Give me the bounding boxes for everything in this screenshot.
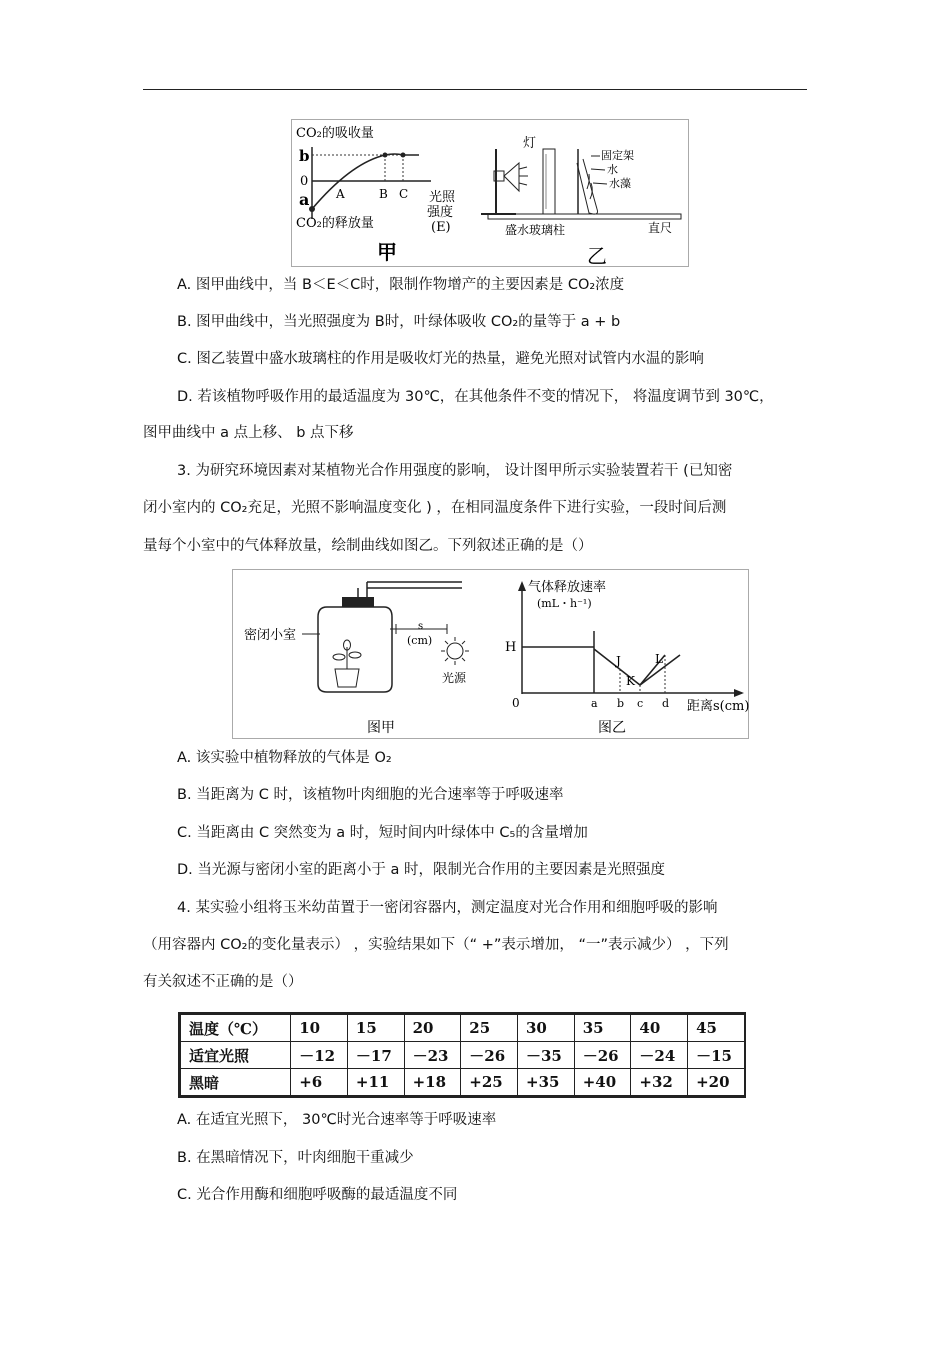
fig1-algae-label: 水藻: [609, 177, 631, 190]
fig2-tick-d: d: [662, 697, 670, 710]
fig2-chamber-label: 密闭小室: [244, 628, 297, 643]
header-rule: [143, 89, 807, 90]
table-cell: 黑暗: [180, 1069, 291, 1097]
q2-option-c: C. 图乙装置中盛水玻璃柱的作用是吸收灯光的热量，避免光照对试管内水温的影响: [177, 351, 704, 367]
table-cell: －17: [347, 1042, 404, 1069]
q4-stem-line3: 有关叙述不正确的是（）: [143, 974, 303, 990]
fig1-lamp-label: 灯: [523, 136, 537, 151]
fig1-column-label: 盛水玻璃柱: [505, 223, 566, 237]
table-cell: －35: [518, 1042, 575, 1069]
table-cell: 30: [518, 1014, 575, 1042]
fig2-s-unit: (cm): [407, 634, 433, 647]
fig1-ruler-label: 直尺: [648, 221, 673, 235]
figure-2-apparatus: [244, 582, 469, 736]
fig2-pt-J: J: [616, 654, 621, 668]
q3-stem-line1: 3. 为研究环境因素对某植物光合作用强度的影响， 设计图甲所示实验装置若干 (已知密: [177, 463, 733, 479]
q2-option-d-line2: 图甲曲线中 a 点上移、 b 点下移: [143, 425, 354, 441]
fig1-x-label-2: 强度: [427, 205, 454, 220]
table-cell: －26: [461, 1042, 518, 1069]
table-cell: －26: [574, 1042, 631, 1069]
table-cell: +25: [461, 1069, 518, 1097]
q4-stem-line1: 4. 某实验小组将玉米幼苗置于一密闭容器内，测定温度对光合作用和细胞呼吸的影响: [177, 900, 718, 916]
q3-option-b: B. 当距离为 C 时，该植物叶肉细胞的光合速率等于呼吸速率: [177, 787, 564, 803]
q4-data-table: [178, 1012, 746, 1098]
fig1-water-label: 水: [607, 163, 618, 176]
table-cell: 适宜光照: [180, 1042, 291, 1069]
q3-option-a: A. 该实验中植物释放的气体是 O₂: [177, 750, 392, 766]
table-cell: 25: [461, 1014, 518, 1042]
fig1-tick-a: a: [299, 190, 310, 209]
table-cell: +11: [347, 1069, 404, 1097]
fig1-x-label-1: 光照: [429, 190, 456, 205]
table-cell: 40: [631, 1014, 688, 1042]
fig2-tick-a: a: [591, 697, 598, 710]
q4-option-c: C. 光合作用酶和细胞呼吸酶的最适温度不同: [177, 1187, 458, 1203]
table-cell: +20: [688, 1069, 745, 1097]
fig2-caption-right: 图乙: [598, 720, 626, 736]
q3-stem-line2: 闭小室内的 CO₂充足，光照不影响温度变化 ) ，在相同温度条件下进行实验，一段时间后测: [143, 500, 727, 516]
table-cell: 20: [404, 1014, 461, 1042]
table-row-header: [180, 1014, 746, 1042]
figure-1-apparatus-yi: [481, 136, 681, 267]
q2-option-b: B. 图甲曲线中，当光照强度为 B时，叶绿体吸收 CO₂的量等于 a + b: [177, 314, 621, 330]
q3-stem-line3: 量每个小室中的气体释放量，绘制曲线如图乙。下列叙述正确的是（）: [143, 538, 593, 554]
fig2-x-label: 距离s(cm): [687, 699, 749, 714]
table-cell: 45: [688, 1014, 745, 1042]
q2-option-d-line1: D. 若该植物呼吸作用的最适温度为 30℃，在其他条件不变的情况下， 将温度调节到 30℃，: [177, 389, 774, 405]
fig1-caption-yi: 乙: [587, 244, 607, 267]
q4-stem-line2: （用容器内 CO₂的变化量表示） ，实验结果如下（“ +”表示增加， “一”表示减少） ，下列: [143, 937, 729, 953]
fig2-caption-left: 图甲: [367, 720, 395, 736]
q4-option-b: B. 在黑暗情况下，叶肉细胞干重减少: [177, 1150, 414, 1166]
fig1-caption-jia: 甲: [377, 240, 397, 264]
table-cell: －24: [631, 1042, 688, 1069]
fig1-tick-b: b: [299, 147, 310, 165]
fig2-tick-c: c: [637, 697, 644, 710]
fig2-pt-L: L: [655, 652, 663, 666]
table-cell: 35: [574, 1014, 631, 1042]
fig2-y-unit: (mL・h⁻¹): [537, 597, 592, 610]
table-cell: －12: [291, 1042, 348, 1069]
q4-option-a: A. 在适宜光照下， 30℃时光合速率等于呼吸速率: [177, 1112, 497, 1128]
table-cell: +32: [631, 1069, 688, 1097]
table-row-light: [180, 1042, 746, 1069]
fig2-tick-b: b: [617, 697, 625, 710]
q3-option-c: C. 当距离由 C 突然变为 a 时，短时间内叶绿体中 C₅的含量增加: [177, 825, 588, 841]
table-cell: 15: [347, 1014, 404, 1042]
fig1-pt-A: A: [336, 187, 345, 201]
figure-1-graph-jia: [296, 125, 456, 264]
table-cell: +6: [291, 1069, 348, 1097]
fig1-pt-C: C: [399, 187, 409, 201]
q2-option-a: A. 图甲曲线中，当 B＜E＜C时，限制作物增产的主要因素是 CO₂浓度: [177, 277, 625, 293]
fig1-pt-B: B: [379, 187, 388, 201]
table-cell: +35: [518, 1069, 575, 1097]
table-cell: +40: [574, 1069, 631, 1097]
figure-1: [291, 119, 689, 267]
fig2-y-label: 气体释放速率: [528, 580, 607, 595]
fig2-s-label: s: [418, 621, 424, 632]
figure-2-graph: [505, 579, 749, 736]
table-cell: 温度（℃）: [180, 1014, 291, 1042]
fig1-stand-label: 固定架: [601, 149, 634, 162]
fig1-y-top-label: CO₂的吸收量: [296, 126, 374, 141]
fig2-light-label: 光源: [442, 671, 467, 685]
fig1-x-label-3: (E): [431, 220, 451, 235]
fig2-pt-K: K: [626, 674, 635, 688]
figure-2: [232, 569, 749, 739]
fig2-origin: 0: [512, 696, 520, 710]
fig1-y-bottom-label: CO₂的释放量: [296, 216, 374, 231]
fig2-H-label: H: [505, 640, 517, 655]
table-cell: 10: [291, 1014, 348, 1042]
table-cell: +18: [404, 1069, 461, 1097]
table-cell: －15: [688, 1042, 745, 1069]
q3-option-d: D. 当光源与密闭小室的距离小于 a 时，限制光合作用的主要因素是光照强度: [177, 862, 665, 878]
fig1-tick-0: 0: [300, 174, 309, 189]
table-row-dark: [180, 1069, 746, 1097]
table-cell: －23: [404, 1042, 461, 1069]
